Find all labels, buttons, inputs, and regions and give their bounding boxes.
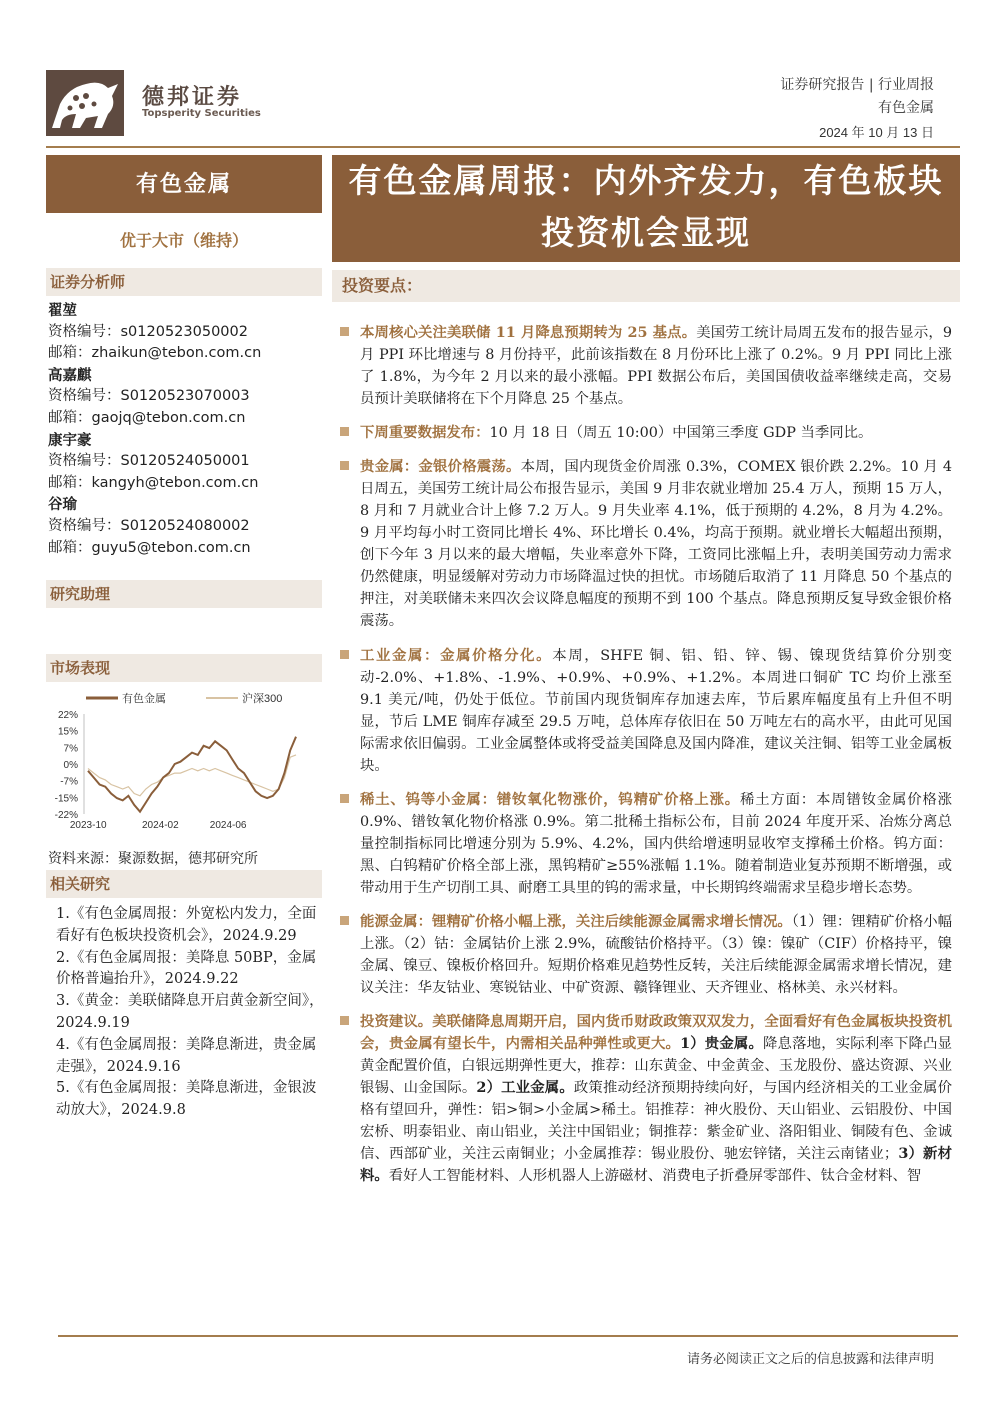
key-point	[340, 1011, 952, 1187]
analyst-cert: 资格编号：S0120524080002	[48, 517, 250, 534]
bullet-icon	[340, 650, 349, 659]
report-date: 2024 年 10 月 13 日	[819, 125, 934, 140]
key-point-body: （1）锂：锂精矿价格小幅上涨。（2）钴：金属钴价上涨 2.9%，硫酸钴价格持平。（3）镍：镍矿（CIF）价格持平，镍金属、镍豆、镍板价格回升。短期价格难见趋势性反转，关注后续能源金属需求增长情况，建议关注：华友钴业、寒锐钴业、中矿资源、赣锋锂业、天齐锂业、格林美、永兴材料。	[360, 913, 952, 996]
analyst-email[interactable]: 邮箱：kangyh@tebon.com.cn	[48, 474, 259, 491]
rating: 优于大市（维持）	[119, 231, 248, 250]
key-point	[340, 789, 952, 899]
key-point-head: 本周核心关注美联储 11 月降息预期转为 25 基点。	[360, 324, 697, 341]
analyst-list	[48, 300, 324, 559]
y-tick-label: -7%	[60, 776, 78, 788]
related-research-link[interactable]: 4.《有色金属周报：美降息渐进，贵金属走强》，2024.9.16	[56, 1036, 317, 1075]
chart-legend	[86, 691, 282, 705]
x-tick-label: 2023-10	[69, 820, 107, 830]
key-point	[340, 422, 952, 444]
key-point-body: 本周，国内现货金价周涨 0.3%，COMEX 银价跌 2.2%。10 月 4 日周五，美国劳工统计局公布报告显示，美国 9 月非农就业增加 25.4 万人，预期 15 万人，8 月和 7 月就业合计上修 7.2 万人。9 月失业率 4.1%，低于预期的 4.2%，8 月为 4.2%。9 月平均每小时工资同比增长 4%、环比增长 0.4%，均高于预期。就业增长大幅超出预期，创下今年 3 月以来的最大增幅，失业率意外下降，工资同比涨幅上升，表明美国劳动力需求仍然健康，明显缓解对劳动力市场降温过快的担忧。市场随后取消了 11 月降息 50 个基点的押注，对美联储未来四次会议降息幅度的预期不到 100 个基点。降息预期反复导致金银价格震荡。	[360, 459, 952, 630]
recommendation-text: 政策推动经济预期持续向好，与国内经济相关的工业金属价格有望回升，弹性：铝>铜>小金属>稀土。铝推荐：神火股份、天山铝业、云铝股份、中国宏桥、明泰铝业、南山铝业，关注中国铝业；铜推荐：紫金矿业、洛阳钼业、铜陵有色、金诚信、西部矿业，关注云南铜业；小金属推荐：锡业股份、驰宏锌锗，关注云南锗业；	[360, 1080, 952, 1163]
market-performance-chart	[46, 686, 322, 830]
chart-source: 资料来源：聚源数据，德邦研究所	[48, 851, 258, 867]
plot-area	[88, 737, 296, 812]
analyst-name: 谷瑜	[48, 496, 77, 514]
analyst-email[interactable]: 邮箱：zhaikun@tebon.com.cn	[48, 345, 262, 362]
bullet-icon	[340, 461, 349, 470]
analyst-name: 高嘉麒	[48, 366, 92, 384]
bullet-icon	[340, 327, 349, 336]
related-research-link[interactable]: 3.《黄金：美联储降息开启黄金新空间》，2024.9.19	[56, 993, 324, 1031]
recommendation-precious: 1）贵金属。	[680, 1035, 763, 1053]
y-tick-label: 7%	[63, 743, 78, 755]
key-point	[340, 911, 952, 999]
key-point-head: 工业金属：金属价格分化。	[360, 646, 553, 664]
report-type: 证券研究报告 | 行业周报	[780, 77, 934, 93]
key-point-head: 投资建议。美联储降息周期开启，国内货币财政政策双双发力，全面看好有色金属板块投资机会，贵金属有望长牛，内需相关品种弹性或更大。	[360, 1013, 952, 1053]
legend-label-series-1: 有色金属	[122, 693, 166, 705]
key-point-body: 本周，SHFE 铜、铝、铅、锌、锡、镍现货结算价分别变动-2.0%、+1.8%、-1.9%、+0.9%、+0.9%、+1.2%。本周进口铜矿 TC 均价上涨至 9.1 美元/吨，仍处于低位。节前国内现货铜库存加速去库，节后累库幅度虽有上升但不明显，节后 LME 铜库存减至 29.5 万吨，总体库存依旧在 50 万吨左右的高水平，由此可见国际需求依旧偏弱。工业金属整体或将受益美国降息及国内降准，建议关注铜、铝等工业金属板块。	[360, 647, 952, 774]
y-tick-label: 22%	[57, 710, 78, 721]
header-divider	[46, 146, 960, 148]
key-point-head: 稀土、钨等小金属：镨钕氧化物涨价，钨精矿价格上涨。	[360, 790, 740, 808]
x-axis	[70, 820, 247, 830]
y-tick-label: 0%	[63, 760, 78, 771]
key-point-body: 美国劳工统计局周五发布的报告显示，9 月 PPI 环比增速与 8 月份持平，此前该指数在 8 月份环比上涨了 0.2%。9 月 PPI 同比上涨了 1.8%，为今年 2 月以来的最小涨幅。PPI 数据公布后，美国国债收益率继续走高，交易员预计美联储将在下个月降息 25 个基点。	[360, 325, 952, 407]
series-line	[88, 755, 296, 796]
report-title-text: 有色金属周报：内外齐发力，有色板块投资机会显现	[348, 161, 944, 252]
tebon-logo-icon	[46, 70, 124, 136]
footer-disclaimer: 请务必阅读正文之后的信息披露和法律声明	[686, 1352, 934, 1367]
related-research-list	[56, 904, 324, 1122]
y-tick-label: -15%	[54, 793, 78, 805]
header-sector: 有色金属	[878, 100, 934, 116]
analyst-name: 翟堃	[48, 302, 77, 319]
analyst-cert: 资格编号：S0120523070003	[48, 388, 250, 405]
bullet-icon	[340, 1016, 349, 1025]
y-tick-label: -22%	[54, 810, 78, 821]
key-points-list	[340, 322, 952, 1199]
key-point	[340, 322, 952, 410]
key-point-body: 10 月 18 日（周五 10:00）中国第三季度 GDP 当季同比。	[489, 425, 873, 442]
related-research-heading: 相关研究	[46, 870, 322, 898]
analyst-section-heading: 证券分析师	[46, 268, 322, 296]
analyst-name: 康宇豪	[48, 431, 92, 449]
legend-label-series-2: 沪深300	[242, 693, 283, 705]
bullet-icon	[340, 794, 349, 803]
recommendation-text: 降息落地，实际利率下降凸显黄金配置价值，白银远期弹性更大，推荐：山东黄金、中金黄金、玉龙股份、盛达资源、兴业银锡、山金国际。	[360, 1036, 952, 1097]
report-title	[332, 155, 960, 262]
y-tick-label: 15%	[57, 726, 78, 738]
bullet-icon	[340, 916, 349, 925]
footer-divider	[58, 1335, 958, 1337]
key-points-heading: 投资要点：	[332, 270, 960, 302]
sector-title: 有色金属	[46, 155, 322, 213]
series-line	[88, 737, 296, 812]
analyst-email[interactable]: 邮箱：gaojq@tebon.com.cn	[48, 409, 246, 426]
key-point	[340, 645, 952, 777]
analyst-email[interactable]: 邮箱：guyu5@tebon.com.cn	[48, 539, 251, 556]
brand-name: 德邦证券	[142, 84, 243, 110]
analyst-cert: 资格编号：S0120524050001	[48, 453, 250, 470]
y-axis	[55, 710, 84, 821]
key-point-head: 下周重要数据发布：	[360, 424, 490, 442]
assistant-section-heading: 研究助理	[46, 580, 322, 608]
key-point-head: 贵金属：金银价格震荡。	[360, 458, 521, 476]
related-research-link[interactable]: 2.《有色金属周报：美降息 50BP，金属价格普遍抬升》，2024.9.22	[56, 949, 317, 988]
brand-english-name: Topsperity Securities	[142, 108, 261, 119]
key-point-body: 稀土方面：本周镨钕金属价格涨 0.9%、镨钕氧化物价格涨 0.9%。第二批稀土指标公布，目前 2024 年度开采、冶炼分离总量控制指标同比增速分别为 5.9%、4.2%，国内供给增速明显收窄支撑稀土价格。钨方面：黑、白钨精矿价格全部上涨，黑钨精矿≥55%涨幅 1.1%。随着制造业复苏预期不断增强，或带动用于生产切削工具、耐磨工具里的钨的需求量，中长期钨终端需求呈稳步增长态势。	[360, 791, 952, 896]
bullet-icon	[340, 427, 349, 436]
key-point	[340, 456, 952, 632]
related-research-link[interactable]: 5.《有色金属周报：美降息渐进，金银波动放大》，2024.9.8	[56, 1080, 317, 1119]
market-section-heading: 市场表现	[46, 654, 322, 682]
x-tick-label: 2024-02	[141, 820, 179, 830]
recommendation-industrial: 2）工业金属。	[476, 1079, 574, 1097]
analyst-cert: 资格编号：s0120523050002	[48, 323, 248, 340]
key-point-head: 能源金属：锂精矿价格小幅上涨，关注后续能源金属需求增长情况。	[360, 912, 792, 930]
recommendation-text: 看好人工智能材料、人形机器人上游磁材、消费电子折叠屏零部件、钛合金材料、智	[388, 1168, 922, 1185]
x-tick-label: 2024-06	[209, 820, 247, 830]
related-research-link[interactable]: 1.《有色金属周报：外宽松内发力，全面看好有色板块投资机会》，2024.9.29	[56, 906, 317, 944]
recommendation-new-materials: 3）新材料。	[360, 1145, 952, 1185]
